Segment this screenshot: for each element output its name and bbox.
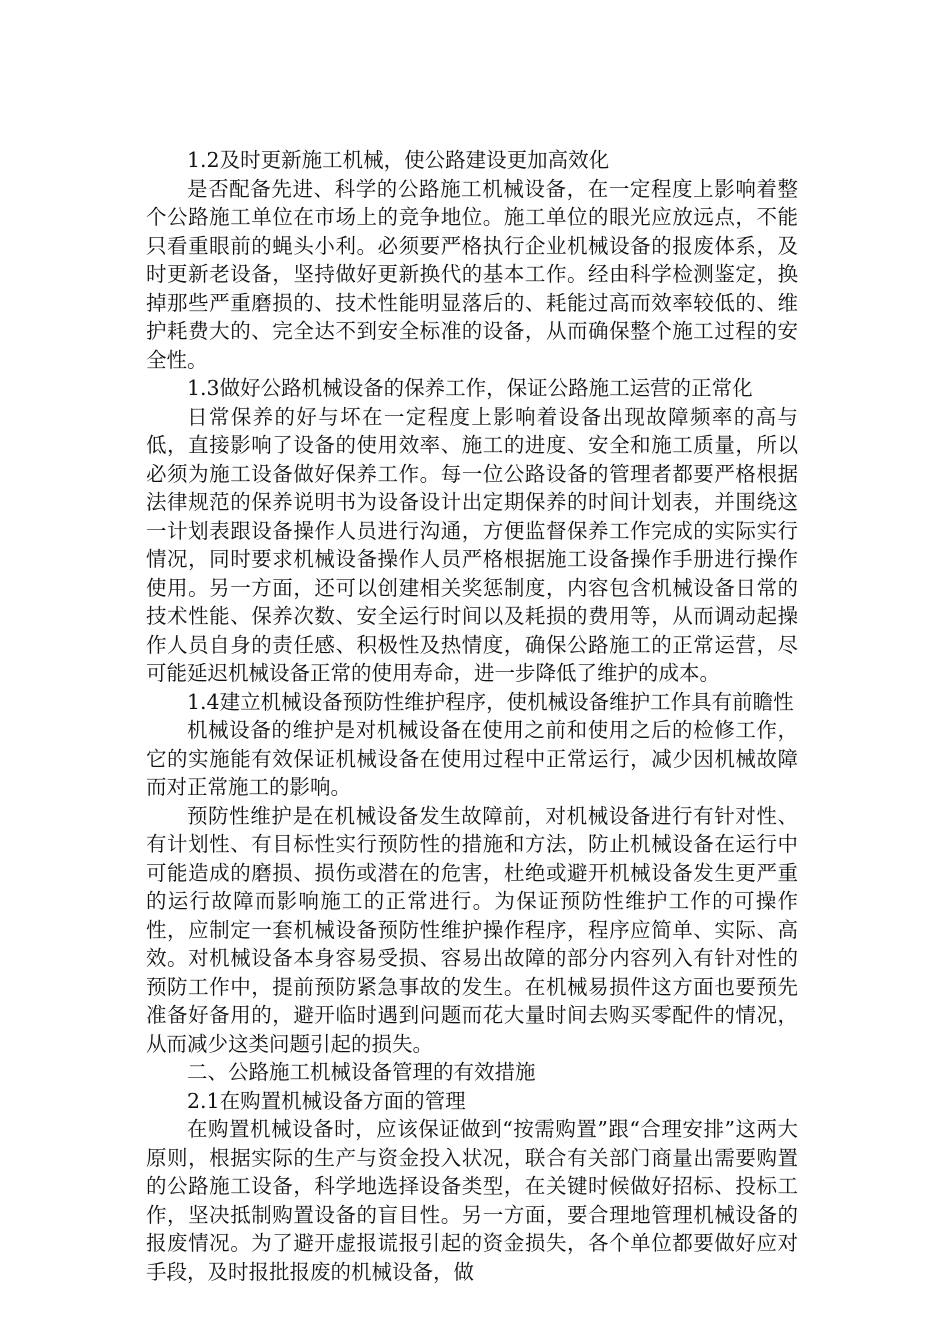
body-paragraph: 机械设备的维护是对机械设备在使用之前和使用之后的检修工作，它的实施能有效保证机械设备在使用过程中正常运行，减少因机械故障而对正常施工的影响。 (146, 718, 798, 799)
section-heading-2-1: 2.1在购置机械设备方面的管理 (187, 1088, 466, 1113)
body-paragraph: 日常保养的好与坏在一定程度上影响着设备出现故障频率的高与低，直接影响了设备的使用效率、施工的进度、安全和施工质量，所以必须为施工设备做好保养工作。每一位公路设备的管理者都要严格根据法律规范的保养说明书为设备设计出定期保养的时间计划表，并围绕这一计划表跟设备操作人员进行沟通，方便监督保养工作完成的实际实行情况，同时要求机械设备操作人员严格根据施工设备操作手册进行操作使用。另一方面，还可以创建相关奖惩制度，内容包含机械设备日常的技术性能、保养次数、安全运行时间以及耗损的费用等，从而调动起操作人员自身的责任感、积极性及热情度，确保公路施工的正常运营，尽可能延迟机械设备正常的使用寿命，进一步降低了维护的成本。 (146, 404, 798, 685)
document-page (146, 146, 798, 1286)
body-paragraph: 在购置机械设备时，应该保证做到“按需购置”跟“合理安排”这两大原则，根据实际的生产与资金投入状况，联合有关部门商量出需要购置的公路施工设备，科学地选择设备类型，在关键时候做好招标、投标工作，坚决抵制购置设备的盲目性。另一方面，要合理地管理机械设备的报废情况。为了避开虚报谎报引起的资金损失，各个单位都要做好应对手段，及时报批报废的机械设备，做 (146, 1117, 798, 1284)
section-heading-1-2: 1.2及时更新施工机械，使公路建设更加高效化 (187, 148, 610, 172)
body-paragraph: 是否配备先进、科学的公路施工机械设备，在一定程度上影响着整个公路施工单位在市场上的竞争地位。施工单位的眼光应放远点，不能只看重眼前的蝇头小利。必须要严格执行企业机械设备的报废体系，及时更新老设备，坚持做好更新换代的基本工作。经由科学检测鉴定，换掉那些严重磨损的、技术性能明显落后的、耗能过高而效率较低的、维护耗费大的、完全达不到安全标准的设备，从而确保整个施工过程的安全性。 (146, 176, 798, 372)
body-paragraph: 预防性维护是在机械设备发生故障前，对机械设备进行有针对性、有计划性、有目标性实行预防性的措施和方法，防止机械设备在运行中可能造成的磨损、损伤或潜在的危害，杜绝或避开机械设备发生更严重的运行故障而影响施工的正常进行。为保证预防性维护工作的可操作性，应制定一套机械设备预防性维护操作程序，程序应简单、实际、高效。对机械设备本身容易受损、容易出故障的部分内容列入有针对性的预防工作中，提前预防紧急事故的发生。在机械易损件这方面也要预先准备好备用的，避开临时遇到问题而花大量时间去购买零配件的情况，从而减少这类问题引起的损失。 (146, 803, 798, 1056)
chapter-heading-2: 二、公路施工机械设备管理的有效措施 (187, 1060, 536, 1084)
section-heading-1-3: 1.3做好公路机械设备的保养工作，保证公路施工运营的正常化 (187, 376, 753, 400)
section-heading-1-4: 1.4建立机械设备预防性维护程序，使机械设备维护工作具有前瞻性 (187, 689, 794, 714)
